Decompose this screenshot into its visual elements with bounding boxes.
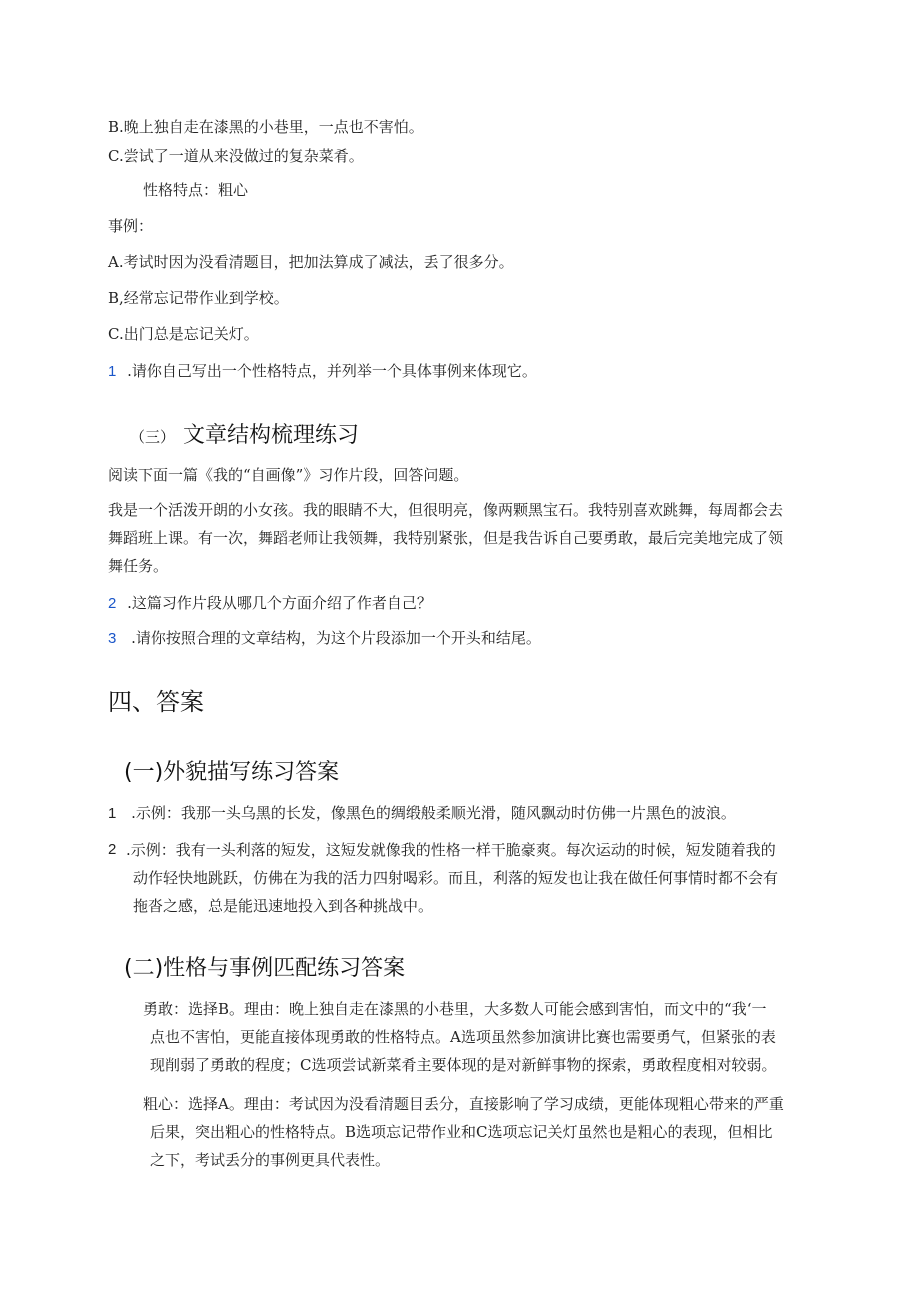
answer-line: 现削弱了勇敢的程度；C选项尝试新菜肴主要体现的是对新鲜事物的探索，勇敢程度相对较弱。 — [150, 1056, 777, 1074]
careless-option-c: C.出门总是忘记关灯。 — [108, 325, 259, 343]
question-text: .请你自己写出一个性格特点，并列举一个具体事例来体现它。 — [127, 362, 537, 380]
answer-line: .示例：我有一头利落的短发，这短发就像我的性格一样干脆豪爽。每次运动的时候，短发随着我的 — [126, 841, 776, 859]
question-text: .请你按照合理的文章结构，为这个片段添加一个开头和结尾。 — [131, 629, 541, 647]
answer-line: 勇敢：选择B。理由：晚上独自走在漆黑的小巷里，大多数人可能会感到害怕，而文中的“我‘一 — [143, 1000, 767, 1018]
answer-line: 粗心：选择A。理由：考试因为没看清题目丢分，直接影响了学习成绩，更能体现粗心带来的严重 — [143, 1095, 784, 1113]
answer-number: 1 — [108, 805, 117, 822]
section-prefix: （三） — [130, 428, 176, 446]
passage-line: 舞任务。 — [108, 557, 169, 575]
answer-number: 2 — [108, 841, 117, 858]
question-1 — [108, 362, 537, 381]
answer-1 — [108, 804, 736, 823]
answer-part1-title: (一)外貌描写练习答案 — [124, 760, 340, 785]
section-title: 文章结构梳理练习 — [183, 423, 360, 448]
option-b: B.晚上独自走在漆黑的小巷里，一点也不害怕。 — [108, 118, 424, 136]
answer-line: 点也不害怕，更能直接体现勇敢的性格特点。A选项虽然参加演讲比赛也需要勇气，但紧张的表 — [150, 1028, 776, 1046]
careless-option-a: A.考试时因为没看清题目，把加法算成了减法，丢了很多分。 — [108, 253, 514, 271]
question-number: 3 — [108, 630, 117, 647]
answer-text: .示例：我那一头乌黑的长发，像黑色的绸缎般柔顺光滑，随风飘动时仿佛一片黑色的波浪。 — [131, 804, 736, 822]
answers-heading: 四、答案 — [108, 688, 204, 716]
reading-intro: 阅读下面一篇《我的“自画像”》习作片段，回答问题。 — [108, 466, 469, 484]
passage-line: 舞蹈班上课。有一次，舞蹈老师让我领舞，我特别紧张，但是我告诉自己要勇敢，最后完美地完成了领 — [108, 529, 784, 547]
examples-label: 事例： — [108, 217, 154, 235]
answer-brave — [143, 995, 776, 1079]
answer-careless — [143, 1090, 784, 1174]
passage — [108, 496, 813, 580]
question-text: .这篇习作片段从哪几个方面介绍了作者自己？ — [127, 594, 432, 612]
question-3 — [108, 629, 541, 648]
answer-line: 之下，考试丢分的事例更具代表性。 — [150, 1151, 391, 1169]
option-c: C.尝试了一道从来没做过的复杂菜肴。 — [108, 147, 364, 165]
answer-line: 动作轻快地跳跃，仿佛在为我的活力四射喝彩。而且，利落的短发也让我在做任何事情时都不会有 — [133, 869, 779, 887]
question-2 — [108, 594, 432, 613]
answer-2 — [126, 836, 778, 920]
careless-option-b: B,经常忘记带作业到学校。 — [108, 289, 289, 307]
answer-line: 后果，突出粗心的性格特点。B选项忘记带作业和C选项忘记关灯虽然也是粗心的表现，但相比 — [150, 1123, 773, 1141]
section-heading-structure — [130, 423, 359, 450]
answer-line: 拖沓之感，总是能迅速地投入到各种挑战中。 — [133, 897, 434, 915]
question-number: 1 — [108, 363, 117, 380]
passage-line: 我是一个活泼开朗的小女孩。我的眼睛不大，但很明亮，像两颗黑宝石。我特别喜欢跳舞，每周都会去 — [108, 501, 784, 519]
answer-part2-title: (二)性格与事例匹配练习答案 — [124, 956, 406, 981]
question-number: 2 — [108, 595, 117, 612]
trait-label: 性格特点：粗心 — [143, 181, 249, 199]
